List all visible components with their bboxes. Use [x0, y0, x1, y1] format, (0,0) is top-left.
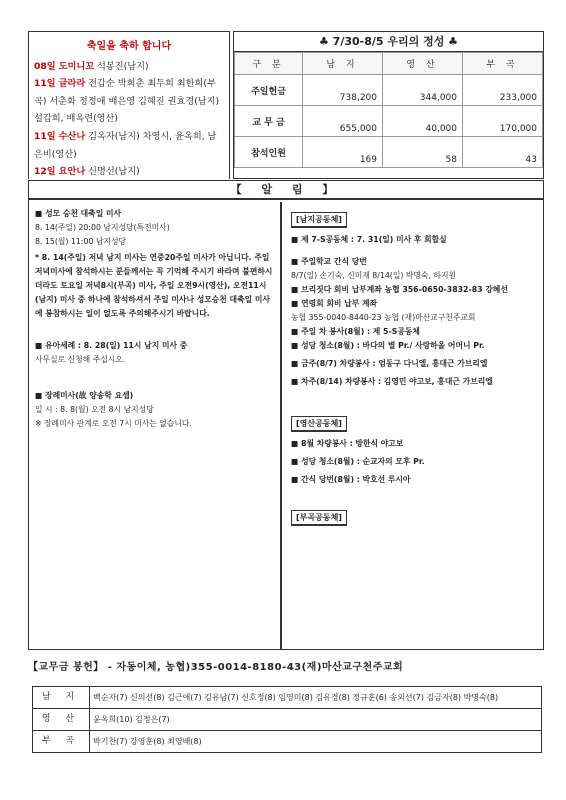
table-cell: 40,000: [383, 106, 463, 137]
table-row: [33, 709, 542, 731]
table-row: [235, 75, 543, 106]
row-label: 주일헌금: [235, 75, 303, 106]
infant-baptism-body: 사무실로 신청해 주십시오.: [35, 355, 126, 364]
birthday-saint: 도미니꼬: [58, 60, 95, 72]
birthday-saint: 수산나: [58, 130, 86, 142]
notice-item: ■ 제 7-S공동체 : 7. 31(일) 미사 후 회합실: [291, 235, 447, 244]
mass-line: 8. 14(주일) 20:00 남지성당(특전미사): [35, 223, 170, 232]
notice-left-column: [29, 202, 282, 649]
donor-names: 백순자(7) 신의선(8) 김근애(7) 김유남(7) 신호정(8) 임영미(8) 김유경(8) 정규훈(6) 송외선(7) 김금자(8) 박명숙(8): [90, 687, 542, 709]
row-label: 부 곡: [33, 731, 90, 753]
mass-note: * 8. 14(주일) 저녁 남지 미사는 연중20주일 미사가 아닙니다. 주일 저녁미사에 참석하시는 분들께서는 꼭 기억해 주시기 바라며 불편하시더라도 토요일 저녁8시(부곡) 미사, 주일 오전9시(영산), 오전11시(남지) 미사 중 하나에 참석하셔서 주일 미사나 성모승천 대축일 미사에 봉참하시는 일이 없도록 주의해주시기 바랍니다.: [35, 253, 273, 318]
birthday-day: 11일: [34, 130, 56, 142]
offering-header: 부 곡: [463, 53, 543, 75]
funeral-title: ■ 장례미사(故 양송학 요셉): [35, 391, 134, 400]
birthday-names: 석봉진(남지): [97, 60, 149, 72]
row-label: 영 산: [33, 709, 90, 731]
notice-item: ■ 성당 청소(8월) : 순교자의 모후 Pr.: [291, 457, 425, 466]
birthday-line: [34, 128, 224, 163]
funeral-line: 일 시 : 8. 8(월) 오전 8시 남지성당: [35, 405, 154, 414]
bank-info: 【교무금 봉헌】 - 자동이체, 농협)355-0014-8180-43(재)마산교구천주교회: [28, 662, 404, 673]
notice-item: ■ 브리짓다 회비 납부계좌 농협 356-0650-3832-83 강혜선: [291, 285, 508, 294]
birthday-names: 김옥자(남지) 차영시, 윤옥희, 남은비(영산): [34, 130, 217, 160]
notice-item: ■ 8월 차량봉사 : 방한식 야고보: [291, 439, 404, 448]
birthday-day: 11일: [34, 78, 56, 90]
offering-table: [234, 52, 543, 168]
offering-header: 영 산: [383, 53, 463, 75]
table-row: [33, 687, 542, 709]
birthday-line: [34, 75, 224, 128]
row-label: 교 무 금: [235, 106, 303, 137]
offering-title: ♣ 7/30-8/5 우리의 정성 ♣: [234, 32, 543, 52]
table-cell: 344,000: [383, 75, 463, 106]
table-cell: 43: [463, 137, 543, 168]
notice-box: [28, 180, 544, 650]
notice-item: 8/7(일) 손기숙, 신미재 8/14(일) 박명숙, 하지원: [291, 271, 457, 280]
birthday-saint: 글라라: [58, 78, 86, 90]
notice-item: ■ 연령회 회비 납부 계좌: [291, 299, 378, 308]
notice-item: ■ 금주(8/7) 차량봉사 : 엄동구 다니엘, 홍대근 가브리엘: [291, 359, 488, 368]
donor-names: 윤옥희(10) 김정은(7): [90, 709, 542, 731]
birthday-line: [34, 163, 224, 179]
offering-header: 남 지: [303, 53, 383, 75]
birthday-day: 08일: [34, 60, 56, 72]
offering-header: 구 분: [235, 53, 303, 75]
offering-box: [233, 31, 544, 179]
mass-line: 8. 15(월) 11:00 남지성당: [35, 237, 127, 246]
birthday-names: 전갑순 박희춘 최두희 최한희(부곡) 서춘화 정정애 배은영 김혜진 권효경(남지) 설갑희, 배옥련(영산): [34, 78, 220, 125]
birthday-saint: 요안나: [58, 166, 86, 178]
table-cell: 233,000: [463, 75, 543, 106]
birthday-box: [28, 31, 230, 179]
donor-names: 박기찬(7) 강영훈(8) 최영배(8): [90, 731, 542, 753]
notice-item: ■ 차주(8/14) 차량봉사 : 김영민 야고보, 홍대근 가브리엘: [291, 377, 493, 386]
table-cell: 169: [303, 137, 383, 168]
table-cell: 738,200: [303, 75, 383, 106]
table-cell: 170,000: [463, 106, 543, 137]
community-tag: [부곡공동체]: [291, 510, 347, 526]
table-row: [235, 106, 543, 137]
notice-title: 【 알 림 】: [29, 181, 543, 200]
row-label: 남 지: [33, 687, 90, 709]
notice-item: ■ 주일학교 간식 당번: [291, 257, 367, 266]
birthday-day: 12일: [34, 166, 56, 178]
notice-item: ■ 간식 당번(8월) : 박호선 루시아: [291, 475, 411, 484]
table-cell: 655,000: [303, 106, 383, 137]
birthday-title: 축일을 축하 합니다: [86, 41, 172, 52]
table-cell: 58: [383, 137, 463, 168]
infant-baptism-title: ■ 유아세례 : 8. 28(일) 11시 남지 미사 중: [35, 341, 188, 350]
notice-item: ■ 주일 차 봉사(8월) : 제 5-S공동체: [291, 327, 420, 336]
table-row: [235, 137, 543, 168]
notice-item: 농협 355-0040-8440-23 농협 (재)마산교구천주교회: [291, 313, 476, 322]
community-tag: [남지공동체]: [291, 212, 347, 228]
table-row: [33, 731, 542, 753]
notice-right-column: [285, 202, 543, 649]
donor-table: [32, 686, 542, 753]
funeral-line: ※ 장례미사 관계로 오전 7시 미사는 없습니다.: [35, 419, 192, 428]
notice-item: ■ 성당 청소(8월) : 바다의 별 Pr./ 사랑하올 어머니 Pr.: [291, 341, 485, 350]
birthday-names: 신명선(남지): [88, 166, 140, 178]
mass-title: ■ 성모 승천 대축일 미사: [35, 209, 122, 218]
birthday-line: [34, 58, 224, 76]
community-tag: [영산공동체]: [291, 416, 347, 432]
row-label: 참석인원: [235, 137, 303, 168]
